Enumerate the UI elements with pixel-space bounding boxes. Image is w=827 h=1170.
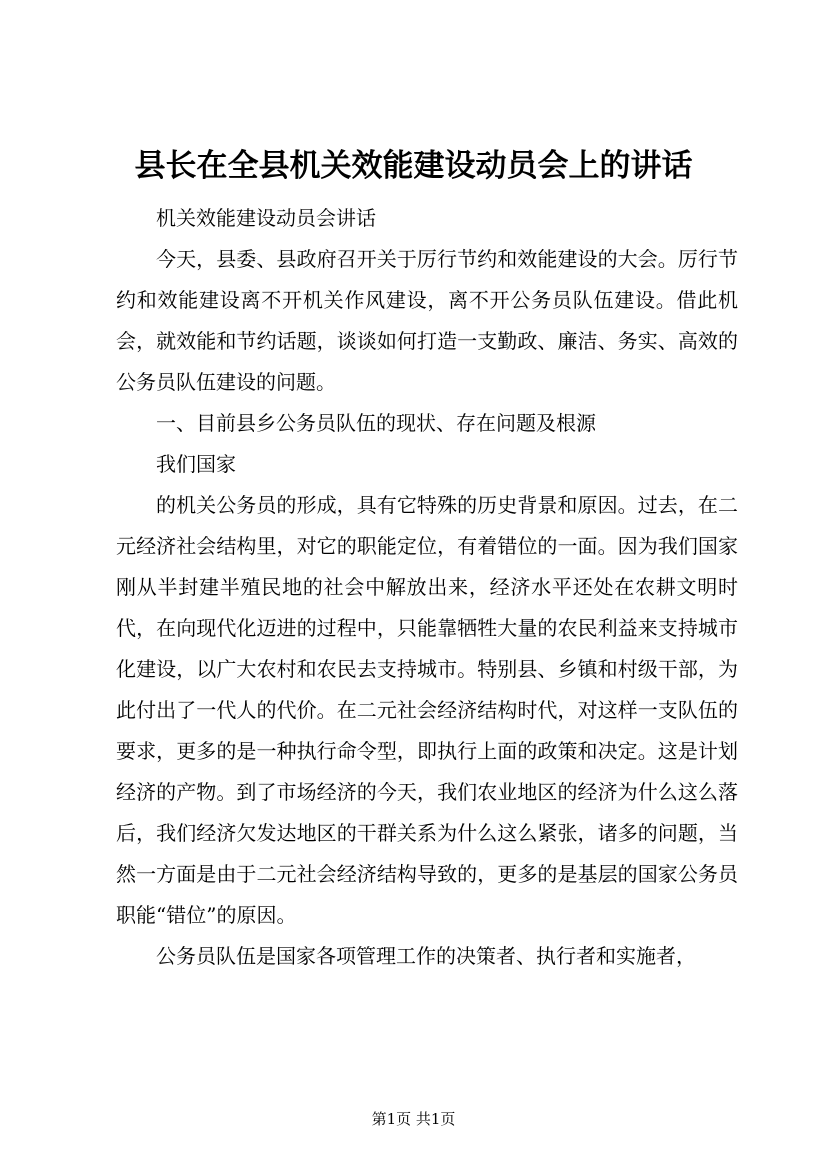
paragraph-fragment: 我们国家 xyxy=(156,452,236,476)
paragraph-intro: 今天，县委、县政府召开关于厉行节约和效能建设的大会。厉行节约和效能建设离不开机关作风建设，离不开公务员队伍建设。借此机会，就效能和节约话题，谈谈如何打造一支勤政、廉洁、务实、高效的公务员队伍建设的问题。 xyxy=(116,247,738,394)
paragraph-section-heading: 一、目前县乡公务员队伍的现状、存在问题及根源 xyxy=(156,411,596,435)
page-footer: 第1页 共1页 xyxy=(371,1110,456,1128)
paragraph-history: 的机关公务员的形成，具有它特殊的历史背景和原因。过去，在二元经济社会结构里，对它的职能定位，有着错位的一面。因为我们国家刚从半封建半殖民地的社会中解放出来，经济水平还处在农耕文明时代，在向现代化迈进的过程中，只能靠牺牲大量的农民利益来支持城市化建设，以广大农村和农民去支持城市。特别县、乡镇和村级干部，为此付出了一代人的代价。在二元社会经济结构时代，对这样一支队伍的要求，更多的是一种执行命令型，即执行上面的政策和决定。这是计划经济的产物。到了市场经济的今天，我们农业地区的经济为什么这么落后，我们经济欠发达地区的干群关系为什么这么紧张，诸多的问题，当然一方面是由于二元社会经济结构导致的，更多的是基层的国家公务员职能“错位”的原因。 xyxy=(116,493,738,927)
paragraph-subtitle: 机关效能建设动员会讲话 xyxy=(156,206,376,230)
document-title: 县长在全县机关效能建设动员会上的讲话 xyxy=(134,148,693,184)
document-body xyxy=(116,198,738,977)
paragraph-civil-servants: 公务员队伍是国家各项管理工作的决策者、执行者和实施者， xyxy=(156,944,696,968)
